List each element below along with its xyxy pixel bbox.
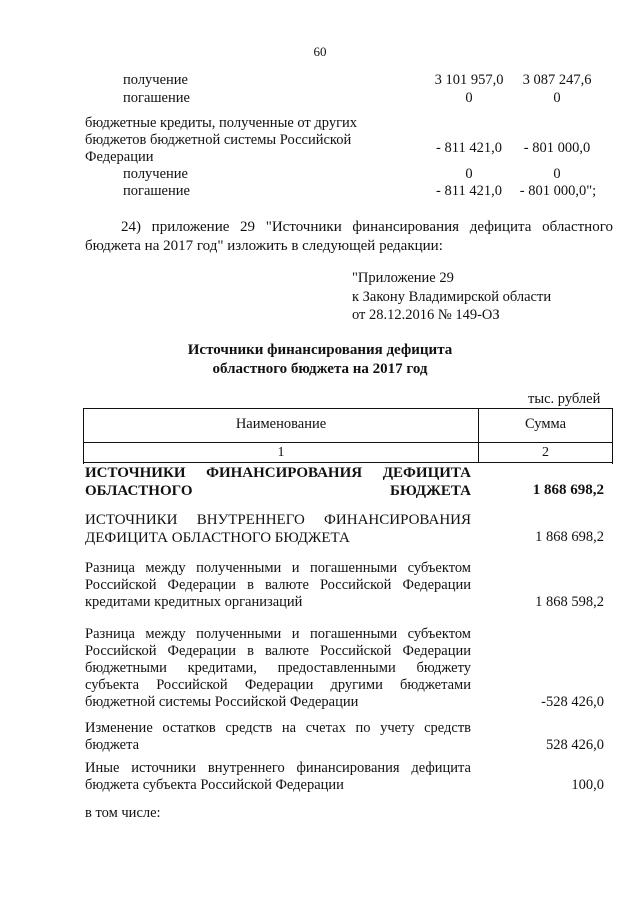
table-row-sum: 528 426,0	[546, 737, 604, 753]
row-label: получение	[123, 72, 188, 88]
table-row-sum: 1 868 698,2	[535, 529, 604, 545]
row-label: погашение	[123, 183, 190, 199]
row-value-1: 0	[465, 166, 473, 182]
row-value-2: 3 087 247,6	[522, 72, 592, 88]
column-divider	[478, 408, 479, 463]
unit-label: тыс. рублей	[528, 391, 601, 407]
table-row-name: Иные источники внутреннего финансирования дефицита бюджета субъекта Российской Федерации	[85, 760, 471, 793]
column-number: 2	[542, 445, 549, 460]
table-row-sum: 100,0	[571, 777, 604, 793]
row-value-1: - 811 421,0	[436, 183, 502, 199]
row-value-2: 0	[553, 166, 561, 182]
table-row-name: Разница между полученными и погашенными субъектом Российской Федерации в валюте Российской Федерации кредитами кредитных организаций	[85, 560, 471, 610]
row-value-1: 3 101 957,0	[434, 72, 504, 88]
row-label: получение	[123, 166, 188, 182]
header-sum: Сумма	[524, 416, 567, 432]
row-divider	[83, 442, 612, 443]
row-label: погашение	[123, 90, 190, 106]
footer-text: в том числе:	[85, 805, 161, 821]
header-name: Наименование	[235, 416, 327, 432]
table-row-name: ИСТОЧНИКИ ФИНАНСИРОВАНИЯ ДЕФИЦИТА ОБЛАСТНОГО БЮДЖЕТА	[85, 465, 471, 499]
row-label: Федерации	[85, 149, 154, 165]
document-title: областного бюджета на 2017 год	[212, 361, 428, 377]
row-divider	[83, 462, 612, 463]
row-value-1: - 811 421,0	[436, 140, 502, 156]
table-row-name: Разница между полученными и погашенными субъектом Российской Федерации в валюте Российской Федерации бюджетными кредитами, предоставленными бюджету субъекта Российской Федерации другими бюджетами бюджетной системы Российской Федерации	[85, 626, 471, 710]
row-value-2: - 801 000,0";	[519, 183, 597, 199]
row-value-1: 0	[465, 90, 473, 106]
appendix-line: к Закону Владимирской области	[352, 289, 552, 305]
table-row-sum: 1 868 598,2	[535, 594, 604, 610]
appendix-line: "Приложение 29	[352, 270, 454, 286]
appendix-line: от 28.12.2016 № 149-ОЗ	[352, 307, 500, 323]
column-number: 1	[277, 445, 285, 460]
document-title: Источники финансирования дефицита	[187, 342, 453, 358]
row-label: бюджетов бюджетной системы Российской	[85, 132, 352, 148]
table-row-sum: 1 868 698,2	[532, 482, 604, 498]
row-label: бюджетные кредиты, полученные от других	[85, 115, 358, 131]
paragraph-24: 24) приложение 29 "Источники финансирования дефицита областного бюджета на 2017 год" изложить в следующей редакции:	[85, 219, 613, 254]
row-value-2: - 801 000,0	[523, 140, 591, 156]
table-row-name: Изменение остатков средств на счетах по учету средств бюджета	[85, 720, 471, 753]
page-number: 60	[313, 44, 327, 59]
table-row-name: ИСТОЧНИКИ ВНУТРЕННЕГО ФИНАНСИРОВАНИЯ ДЕФИЦИТА ОБЛАСТНОГО БЮДЖЕТА	[85, 512, 471, 546]
row-value-2: 0	[553, 90, 561, 106]
table-row-sum: -528 426,0	[541, 694, 604, 710]
